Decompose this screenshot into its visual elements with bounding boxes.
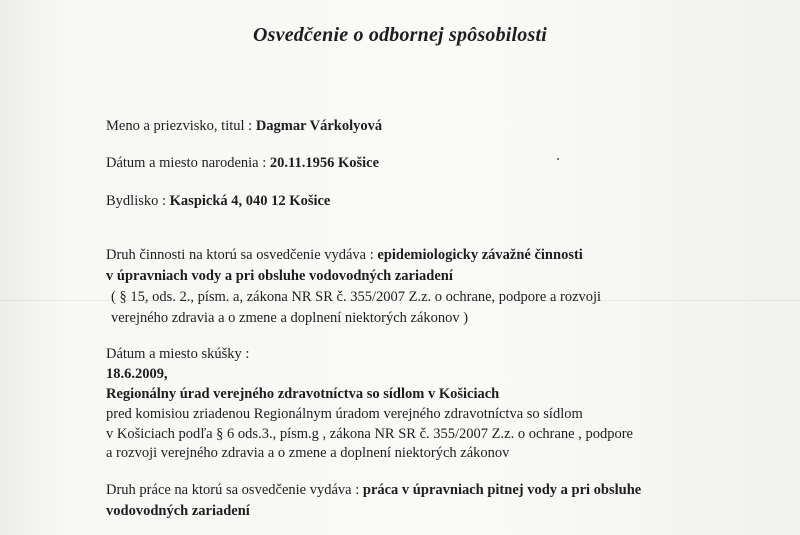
scan-speck bbox=[557, 158, 559, 160]
activity-law-line2: verejného zdravia a o zmene a doplnení niektorých zákonov ) bbox=[111, 310, 469, 326]
birth-row bbox=[106, 155, 379, 172]
birth-label: Dátum a miesto narodenia : bbox=[106, 155, 267, 171]
activity-row bbox=[106, 247, 583, 264]
activity-law-line1: ( § 15, ods. 2., písm. a, zákona NR SR č. 355/2007 Z.z. o ochrane, podpore a rozvoji bbox=[111, 289, 602, 305]
work-row bbox=[106, 482, 641, 499]
residence-value: Kaspická 4, 040 12 Košice bbox=[169, 193, 331, 209]
activity-value-line2: v úpravniach vody a pri obsluhe vodovodných zariadení bbox=[106, 268, 453, 284]
activity-label: Druh činnosti na ktorú sa osvedčenie vydáva : bbox=[106, 247, 374, 263]
residence-label: Bydlisko : bbox=[106, 193, 167, 209]
exam-label: Dátum a miesto skúšky : bbox=[106, 346, 250, 362]
name-row bbox=[106, 118, 382, 135]
name-label: Meno a priezvisko, titul : bbox=[106, 118, 253, 134]
exam-text-line2: v Košiciach podľa § 6 ods.3., písm.g , zákona NR SR č. 355/2007 Z.z. o ochrane , podpore bbox=[106, 426, 633, 442]
document-title: Osvedčenie o odbornej spôsobilosti bbox=[252, 24, 547, 46]
exam-date: 18.6.2009, bbox=[106, 366, 168, 382]
residence-row bbox=[106, 193, 330, 210]
exam-text-line1: pred komisiou zriadenou Regionálnym úradom verejného zdravotníctva so sídlom bbox=[106, 406, 583, 422]
exam-text-line3: a rozvoji verejného zdravia a o zmene a doplnení niektorých zákonov bbox=[106, 445, 510, 461]
exam-office: Regionálny úrad verejného zdravotníctva so sídlom v Košiciach bbox=[106, 386, 500, 402]
work-label: Druh práce na ktorú sa osvedčenie vydáva : bbox=[106, 482, 360, 498]
birth-value: 20.11.1956 Košice bbox=[269, 155, 380, 171]
activity-value-line1: epidemiologicky závažné činnosti bbox=[377, 247, 583, 263]
work-value-line2: vodovodných zariadení bbox=[106, 503, 250, 519]
work-value-line1: práca v úpravniach pitnej vody a pri obsluhe bbox=[362, 482, 642, 498]
name-value: Dagmar Várkolyová bbox=[255, 118, 383, 134]
